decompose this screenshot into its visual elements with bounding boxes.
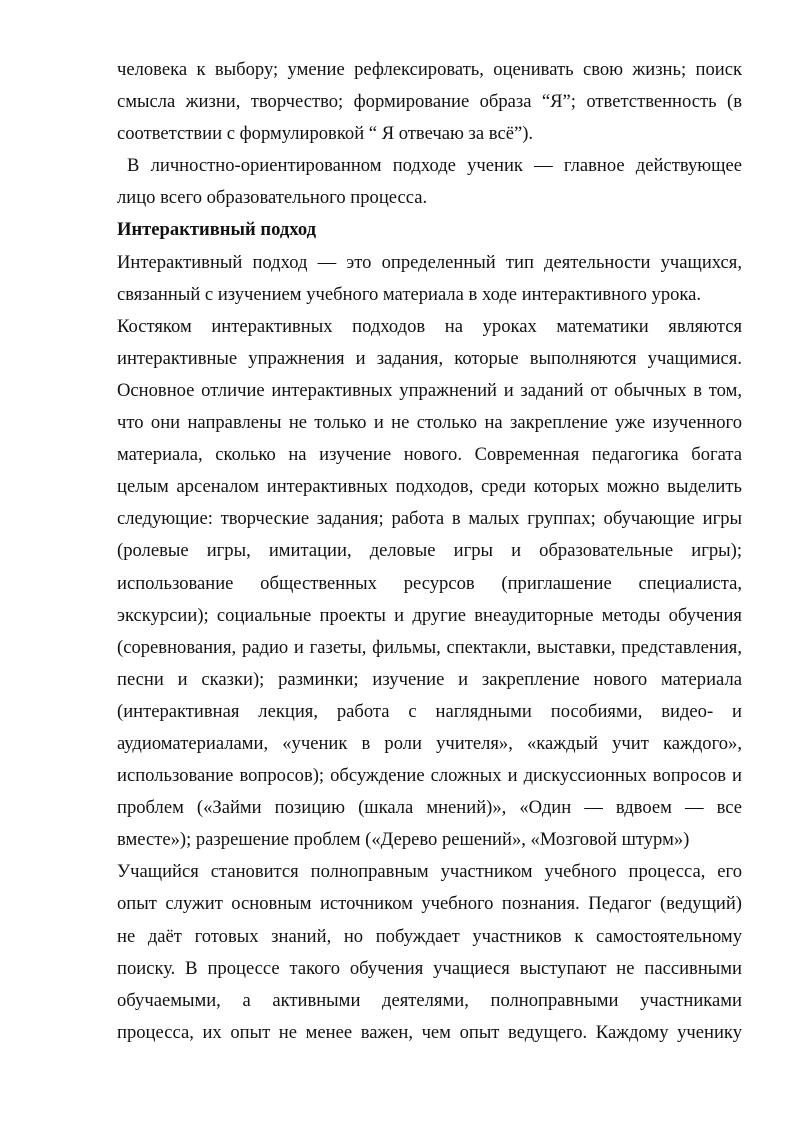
text-line: связанный с изучением учебного материала в ходе интерактивного урока. <box>117 283 702 305</box>
text-line: обучаемыми, а активными деятелями, полноправными участниками <box>117 989 742 1011</box>
text-line: (соревнования, радио и газеты, фильмы, спектакли, выставки, представления, <box>117 636 742 658</box>
text-line: аудиоматериалами, «ученик в роли учителя», «каждый учит каждого», <box>117 732 742 754</box>
paragraph-first-line: В личностно-ориентированном подходе ученик — главное действующее <box>127 155 742 177</box>
text-line: использование общественных ресурсов (приглашение специалиста, <box>117 572 742 594</box>
section-heading: Интерактивный подход <box>117 219 317 241</box>
paragraph-first-line: Костяком интерактивных подходов на уроках математики являются <box>117 315 742 337</box>
text-line: поиску. В процессе такого обучения учащиеся выступают не пассивными <box>117 957 742 979</box>
paragraph-first-line: Интерактивный подход — это определенный тип деятельности учащихся, <box>117 251 742 273</box>
text-line: лицо всего образовательного процесса. <box>117 187 428 209</box>
text-line: песни и сказки); разминки; изучение и закрепление нового материала <box>117 668 742 690</box>
text-line: не даёт готовых знаний, но побуждает участников к самостоятельному <box>117 925 742 947</box>
text-line: интерактивные упражнения и задания, которые выполняются учащимися. <box>117 347 742 369</box>
text-line: вместе»); разрешение проблем («Дерево решений», «Мозговой штурм») <box>117 829 690 851</box>
document-page <box>117 54 742 1049</box>
text-line: процесса, их опыт не менее важен, чем опыт ведущего. Каждому ученику <box>117 1021 742 1043</box>
text-line: соответствии с формулировкой “ Я отвечаю за всё”). <box>117 123 534 145</box>
text-line: целым арсеналом интерактивных подходов, среди которых можно выделить <box>117 476 742 498</box>
text-line: материала, сколько на изучение нового. Современная педагогика богата <box>117 444 742 466</box>
text-line: что они направлены не только и не столько на закрепление уже изученного <box>117 412 742 434</box>
text-line: смысла жизни, творчество; формирование образа “Я”; ответственность (в <box>117 91 742 113</box>
text-line: проблем («Займи позицию (шкала мнений)», «Один — вдвоем — все <box>117 797 742 819</box>
text-line: (ролевые игры, имитации, деловые игры и образовательные игры); <box>117 540 742 562</box>
text-line: опыт служит основным источником учебного познания. Педагог (ведущий) <box>117 893 742 915</box>
text-line: Основное отличие интерактивных упражнений и заданий от обычных в том, <box>117 379 742 401</box>
text-line: следующие: творческие задания; работа в малых группах; обучающие игры <box>117 508 742 530</box>
text-line: использование вопросов); обсуждение сложных и дискуссионных вопросов и <box>117 765 742 787</box>
paragraph-first-line: Учащийся становится полноправным участником учебного процесса, его <box>117 861 742 883</box>
text-line: (интерактивная лекция, работа с наглядными пособиями, видео- и <box>117 700 742 722</box>
text-line: экскурсии); социальные проекты и другие внеаудиторные методы обучения <box>117 604 742 626</box>
text-line: человека к выбору; умение рефлексировать, оценивать свою жизнь; поиск <box>117 59 742 80</box>
